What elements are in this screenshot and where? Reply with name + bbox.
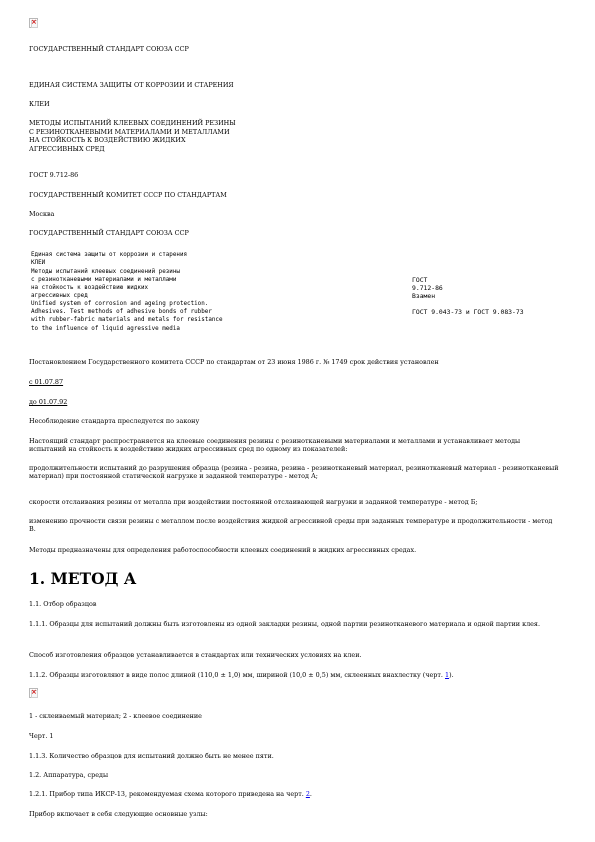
pre-line-5: на стойкость к воздействию жидких [31, 284, 149, 291]
paragraph-1-2-1-suffix: . [309, 790, 312, 798]
figure-1-link[interactable]: 1 [445, 671, 450, 679]
methods-title-line-4: АГРЕССИВНЫХ СРЕД [29, 144, 105, 153]
paragraph-1-1-2-suffix: ). [449, 671, 454, 679]
pre-line-1: Единая система защиты от коррозии и старения [31, 252, 188, 258]
gost-number: ГОСТ 9.712-86 [29, 171, 79, 179]
pre-line-10: to the influence of liquid agressive media [31, 325, 180, 332]
paragraph-sample-method: Способ изготовления образцов устанавливается в стандартах или технических условиях на клеи. [29, 651, 362, 659]
intro-paragraph-5: Методы предназначены для определения работоспособности клеевых соединений в жидких агрессивных средах. [29, 546, 417, 554]
broken-image-icon [29, 18, 38, 28]
state-standard-heading-2: ГОСУДАРСТВЕННЫЙ СТАНДАРТ СОЮЗА ССР [29, 229, 189, 237]
right-gost-number: 9.712-86 [412, 283, 443, 292]
paragraph-1-2-1 [29, 790, 312, 798]
section-heading-method-a: 1. МЕТОД А [29, 569, 137, 588]
methods-title-line-3: НА СТОЙКОСТЬ К ВОЗДЕЙСТВИЮ ЖИДКИХ [29, 136, 186, 144]
pre-line-9: with rubber-fabric materials and metals for resistance [31, 317, 223, 323]
figure-1-label: Черт. 1 [29, 732, 54, 740]
methods-title-line-2: С РЕЗИНОТКАНЕВЫМИ МАТЕРИАЛАМИ И МЕТАЛЛАМИ [29, 127, 230, 136]
pre-line-6: агрессивных сред [31, 292, 88, 299]
intro-paragraph-3: скорости отслаивания резины от металла при воздействии постоянной отслаивающей нагрузки и заданной температуре - метод Б; [29, 498, 478, 506]
paragraph-device-units: Прибор включает в себя следующие основные узлы: [29, 810, 208, 818]
system-line: ЕДИНАЯ СИСТЕМА ЗАЩИТЫ ОТ КОРРОЗИИ И СТАРЕНИЯ [29, 81, 234, 89]
law-notice: Несоблюдение стандарта преследуется по закону [29, 417, 200, 425]
intro-paragraph-1: Настоящий стандарт распространяется на клеевые соединения резины с резинотканевыми материалами и металлами и устанавливает методы испытаний на стойкость к воздействию жидких агрессивных сред по одному из показателей: [29, 437, 521, 454]
right-gost-label: ГОСТ [412, 275, 428, 284]
pre-line-4: с резинотканевыми материалами и металлами [31, 276, 177, 283]
figure-2-link[interactable]: 2 [305, 790, 310, 798]
subsection-apparatus: 1.2. Аппаратура, среды [29, 771, 109, 779]
subsection-sampling: 1.1. Отбор образцов [29, 600, 97, 608]
paragraph-1-1-1: 1.1.1. Образцы для испытаний должны быть изготовлены из одной закладки резины, одной партии резинотканевого материала и одной партии клея. [29, 620, 540, 628]
right-replaces-label: Взамен [412, 291, 436, 300]
date-to: до 01.07.92 [29, 398, 68, 406]
paragraph-1-2-1-text: 1.2.1. Прибор типа ИКСР-13, рекомендуемая схема которого приведена на черт. [29, 790, 306, 798]
pre-line-8: Adhesives. Test methods of adhesive bonds of rubber [31, 309, 212, 315]
figure-1-image-icon [29, 688, 38, 698]
methods-title-line-1: МЕТОДЫ ИСПЫТАНИЙ КЛЕЕВЫХ СОЕДИНЕНИЙ РЕЗИНЫ [29, 119, 236, 127]
paragraph-1-1-2 [29, 671, 454, 679]
pre-line-7: Unified system of corrosion and ageing protection. [31, 301, 209, 307]
pre-line-2: КЛЕИ [31, 260, 46, 266]
state-standard-heading: ГОСУДАРСТВЕННЫЙ СТАНДАРТ СОЮЗА ССР [29, 45, 189, 53]
paragraph-1-1-3: 1.1.3. Количество образцов для испытаний должно быть не менее пяти. [29, 752, 274, 760]
date-from: с 01.07.87 [29, 378, 64, 386]
pre-line-3: Методы испытаний клеевых соединений резины [31, 268, 180, 275]
city-line: Москва [29, 210, 55, 218]
paragraph-1-1-2-text: 1.1.2. Образцы изготовляют в виде полос длиной (110,0 ± 1,0) мм, шириной (10,0 ± 0,5) мм, склеенных внахлестку (черт. [29, 671, 445, 679]
right-replaced-standards: ГОСТ 9.043-73 и ГОСТ 9.083-73 [412, 308, 524, 316]
intro-paragraph-4: изменению прочности связи резины с металлом после воздействия жидкой агрессивной среды при заданных температуре и продолжительности - метод В. [29, 517, 553, 534]
klei-heading: КЛЕИ [29, 100, 50, 108]
intro-paragraph-2: продолжительности испытаний до разрушения образца (резина - резина, резина - резинотканевый материал, резинотканевый материал - резинотканевый материал) при постоянной статической нагрузке и заданной температуре - метод А; [29, 464, 559, 481]
committee-line: ГОСУДАРСТВЕННЫЙ КОМИТЕТ СССР ПО СТАНДАРТАМ [29, 191, 227, 199]
decree-text: Постановлением Государственного комитета СССР по стандартам от 23 июня 1986 г. № 1749 срок действия установлен [29, 358, 439, 366]
figure-1-caption: 1 - склеиваемый материал; 2 - клеевое соединение [29, 712, 202, 720]
